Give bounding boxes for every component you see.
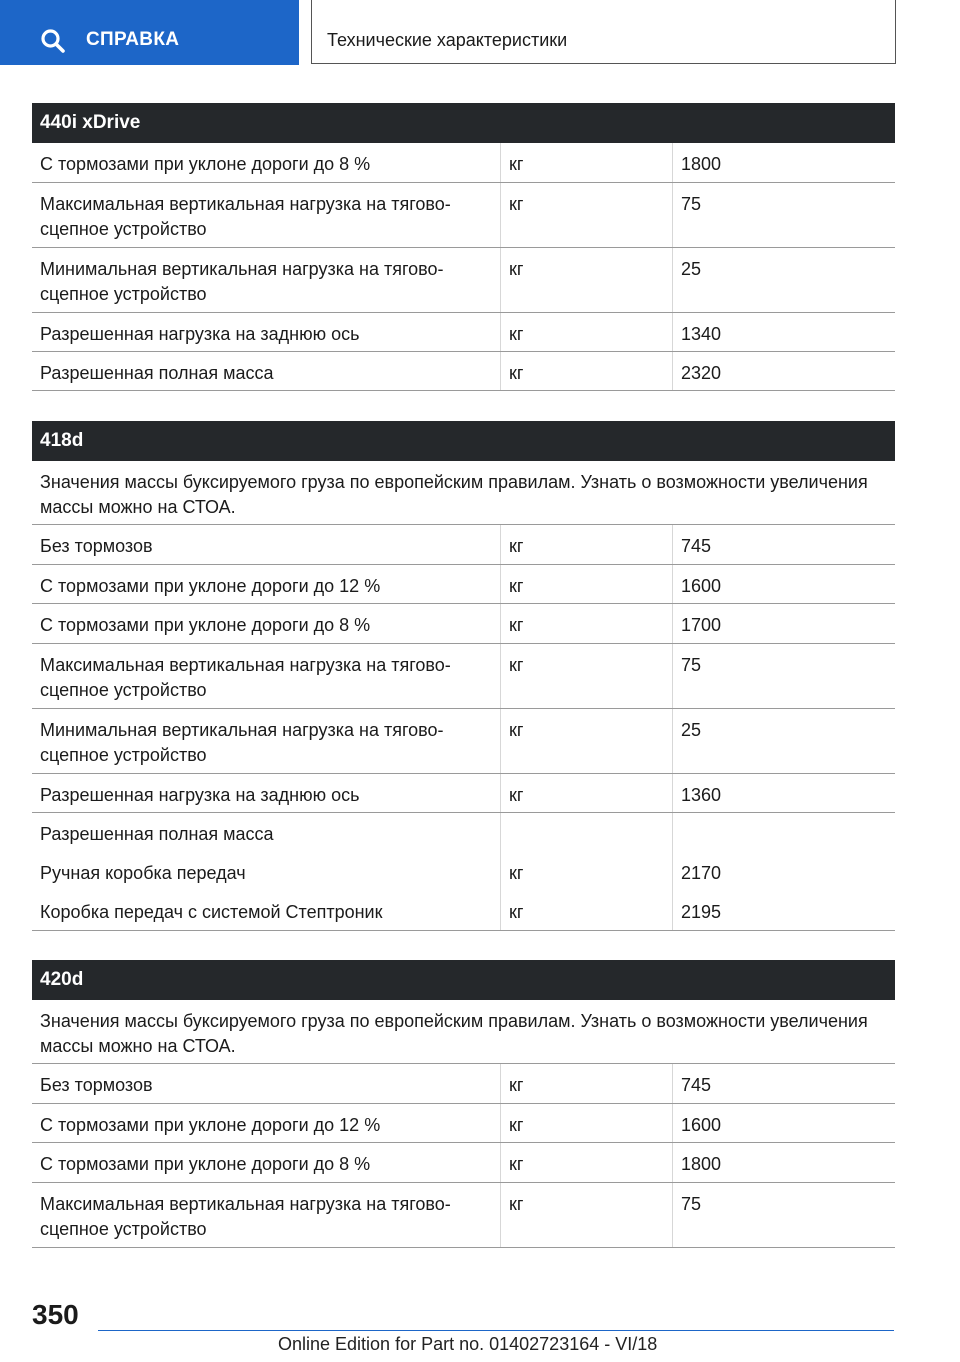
row-unit: кг	[501, 183, 673, 247]
row-unit: кг	[501, 143, 673, 182]
row-label: Минимальная вертикальная нагрузка на тягово-сцепное устройство	[32, 709, 501, 773]
row-unit: кг	[501, 565, 673, 603]
row-value: 75	[681, 655, 702, 675]
row-label: С тормозами при уклоне дороги до 8 %	[32, 143, 501, 182]
row-label: С тормозами при уклоне дороги до 8 %	[32, 1143, 501, 1182]
row-label: Без тормозов	[32, 1064, 501, 1103]
row-unit: кг	[501, 313, 673, 351]
row-label: Максимальная вертикальная нагрузка на тягово-сцепное устройство	[32, 1183, 501, 1247]
table-row	[32, 248, 895, 313]
table-note: Значения массы буксируемого груза по европейским правилам. Узнать о возможности увеличения массы можно на СТОА.	[32, 1000, 895, 1064]
row-unit: кг	[501, 248, 673, 312]
spec-table-440i	[32, 103, 895, 391]
row-value: 1600	[681, 1115, 722, 1135]
table-row	[32, 525, 895, 565]
table-row	[32, 1183, 895, 1248]
row-unit: кг	[501, 709, 673, 773]
row-value: 1360	[681, 785, 722, 805]
row-unit: кг	[501, 852, 673, 891]
row-unit-empty	[501, 813, 673, 852]
row-unit: кг	[501, 1183, 673, 1247]
row-value: 75	[681, 1194, 702, 1214]
search-button[interactable]	[0, 0, 299, 65]
table-row	[32, 1104, 895, 1143]
row-label: Разрешенная полная масса	[32, 352, 501, 390]
table-row	[32, 183, 895, 248]
table-row	[32, 143, 895, 183]
row-value: 75	[681, 194, 702, 214]
table-title: 420d	[32, 960, 895, 1000]
table-group-row	[32, 813, 895, 852]
search-icon	[40, 28, 66, 54]
table-row	[32, 1143, 895, 1183]
search-label: СПРАВКА	[86, 29, 180, 50]
spec-table-420d	[32, 960, 895, 1248]
row-label: Ручная коробка передач	[32, 852, 501, 891]
table-row	[32, 1064, 895, 1104]
row-value: 1600	[681, 576, 722, 596]
row-unit: кг	[501, 774, 673, 812]
row-value: 745	[681, 1075, 712, 1095]
row-label: Разрешенная нагрузка на заднюю ось	[32, 313, 501, 351]
group-label: Разрешенная полная масса	[32, 813, 501, 852]
row-value: 25	[681, 259, 702, 279]
row-value: 1700	[681, 615, 722, 635]
row-value: 1340	[681, 324, 722, 344]
row-value: 2195	[681, 902, 722, 922]
row-label: С тормозами при уклоне дороги до 8 %	[32, 604, 501, 643]
section-title: Технические характеристики	[327, 30, 568, 50]
table-row	[32, 352, 895, 391]
row-value: 2170	[681, 863, 722, 883]
row-unit: кг	[501, 644, 673, 708]
page-number: 350	[32, 1299, 79, 1330]
row-label: Коробка передач с системой Стептроник	[32, 891, 501, 930]
row-value: 2320	[681, 363, 722, 383]
row-value: 25	[681, 720, 702, 740]
table-row	[32, 852, 895, 891]
table-row	[32, 313, 895, 352]
row-unit: кг	[501, 1143, 673, 1182]
table-note: Значения массы буксируемого груза по европейским правилам. Узнать о возможности увеличения массы можно на СТОА.	[32, 461, 895, 525]
table-row	[32, 709, 895, 774]
table-row	[32, 891, 895, 931]
row-value: 745	[681, 536, 712, 556]
row-unit: кг	[501, 891, 673, 930]
table-row	[32, 774, 895, 813]
row-label: Минимальная вертикальная нагрузка на тягово-сцепное устройство	[32, 248, 501, 312]
row-value-empty	[673, 813, 895, 852]
row-unit: кг	[501, 1064, 673, 1103]
table-row	[32, 644, 895, 709]
table-row	[32, 565, 895, 604]
edition-text: Online Edition for Part no. 01402723164 - VI/18	[278, 1334, 658, 1354]
row-label: С тормозами при уклоне дороги до 12 %	[32, 565, 501, 603]
row-label: Без тормозов	[32, 525, 501, 564]
row-value: 1800	[681, 1154, 722, 1174]
section-title-box	[311, 0, 896, 64]
table-title: 418d	[32, 421, 895, 461]
row-label: Максимальная вертикальная нагрузка на тягово-сцепное устройство	[32, 644, 501, 708]
row-unit: кг	[501, 1104, 673, 1142]
row-unit: кг	[501, 525, 673, 564]
table-row	[32, 604, 895, 644]
row-label: Разрешенная нагрузка на заднюю ось	[32, 774, 501, 812]
row-unit: кг	[501, 604, 673, 643]
row-value: 1800	[681, 154, 722, 174]
spec-table-418d	[32, 421, 895, 931]
row-unit: кг	[501, 352, 673, 390]
row-label: Максимальная вертикальная нагрузка на тягово-сцепное устройство	[32, 183, 501, 247]
table-title: 440i xDrive	[32, 103, 895, 143]
footer-divider	[98, 1330, 894, 1331]
row-label: С тормозами при уклоне дороги до 12 %	[32, 1104, 501, 1142]
